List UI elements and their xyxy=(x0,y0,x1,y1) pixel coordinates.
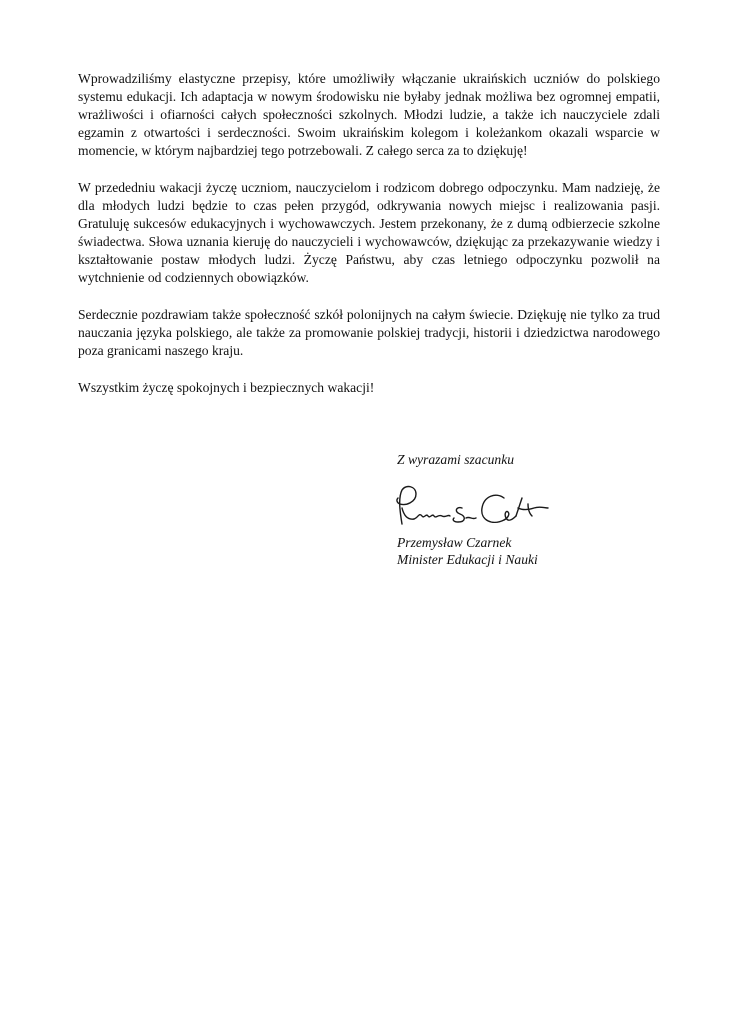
signer-title: Minister Edukacji i Nauki xyxy=(397,552,538,567)
letter-body xyxy=(78,70,660,397)
paragraph-2: W przededniu wakacji życzę uczniom, nauczycielom i rodzicom dobrego odpoczynku. Mam nadzieję, że dla młodych ludzi będzie to czas pełen przygód, odkrywania nowych miejsc i realizowania pasji. Gratuluję sukcesów edukacyjnych i wychowawczych. Jestem przekonany, że z dumą odbierzecie szkolne świadectwa. Słowa uznania kieruję do nauczycieli i wychowawców, dziękując za przekazywanie wiedzy i kształtowanie postaw młodych ludzi. Życzę Państwu, aby czas letniego odpoczynku pozwolił na wytchnienie od codziennych obowiązków. xyxy=(78,180,660,285)
signer-block xyxy=(397,534,538,568)
signer-name: Przemysław Czarnek xyxy=(397,535,512,550)
paragraph-3: Serdecznie pozdrawiam także społeczność szkół polonijnych na całym świecie. Dziękuję nie tylko za trud nauczania języka polskiego, ale także za promowanie polskiej tradycji, historii i dziedzictwa narodowego poza granicami naszego kraju. xyxy=(78,307,660,358)
handwritten-signature xyxy=(392,478,552,530)
paragraph-4: Wszystkim życzę spokojnych i bezpiecznych wakacji! xyxy=(78,380,375,395)
closing-phrase: Z wyrazami szacunku xyxy=(397,452,515,467)
paragraph-1: Wprowadziliśmy elastyczne przepisy, które umożliwiły włączanie ukraińskich uczniów do polskiego systemu edukacji. Ich adaptacja w nowym środowisku nie byłaby jednak możliwa bez ogromnej empatii, wrażliwości i ofiarności całych społeczności szkolnych. Młodzi ludzie, a także ich nauczyciele zdali egzamin z otwartości i serdeczności. Swoim ukraińskim kolegom i koleżankom okazali wsparcie w momencie, w którym najbardziej tego potrzebowali. Z całego serca za to dziękuję! xyxy=(78,71,660,158)
